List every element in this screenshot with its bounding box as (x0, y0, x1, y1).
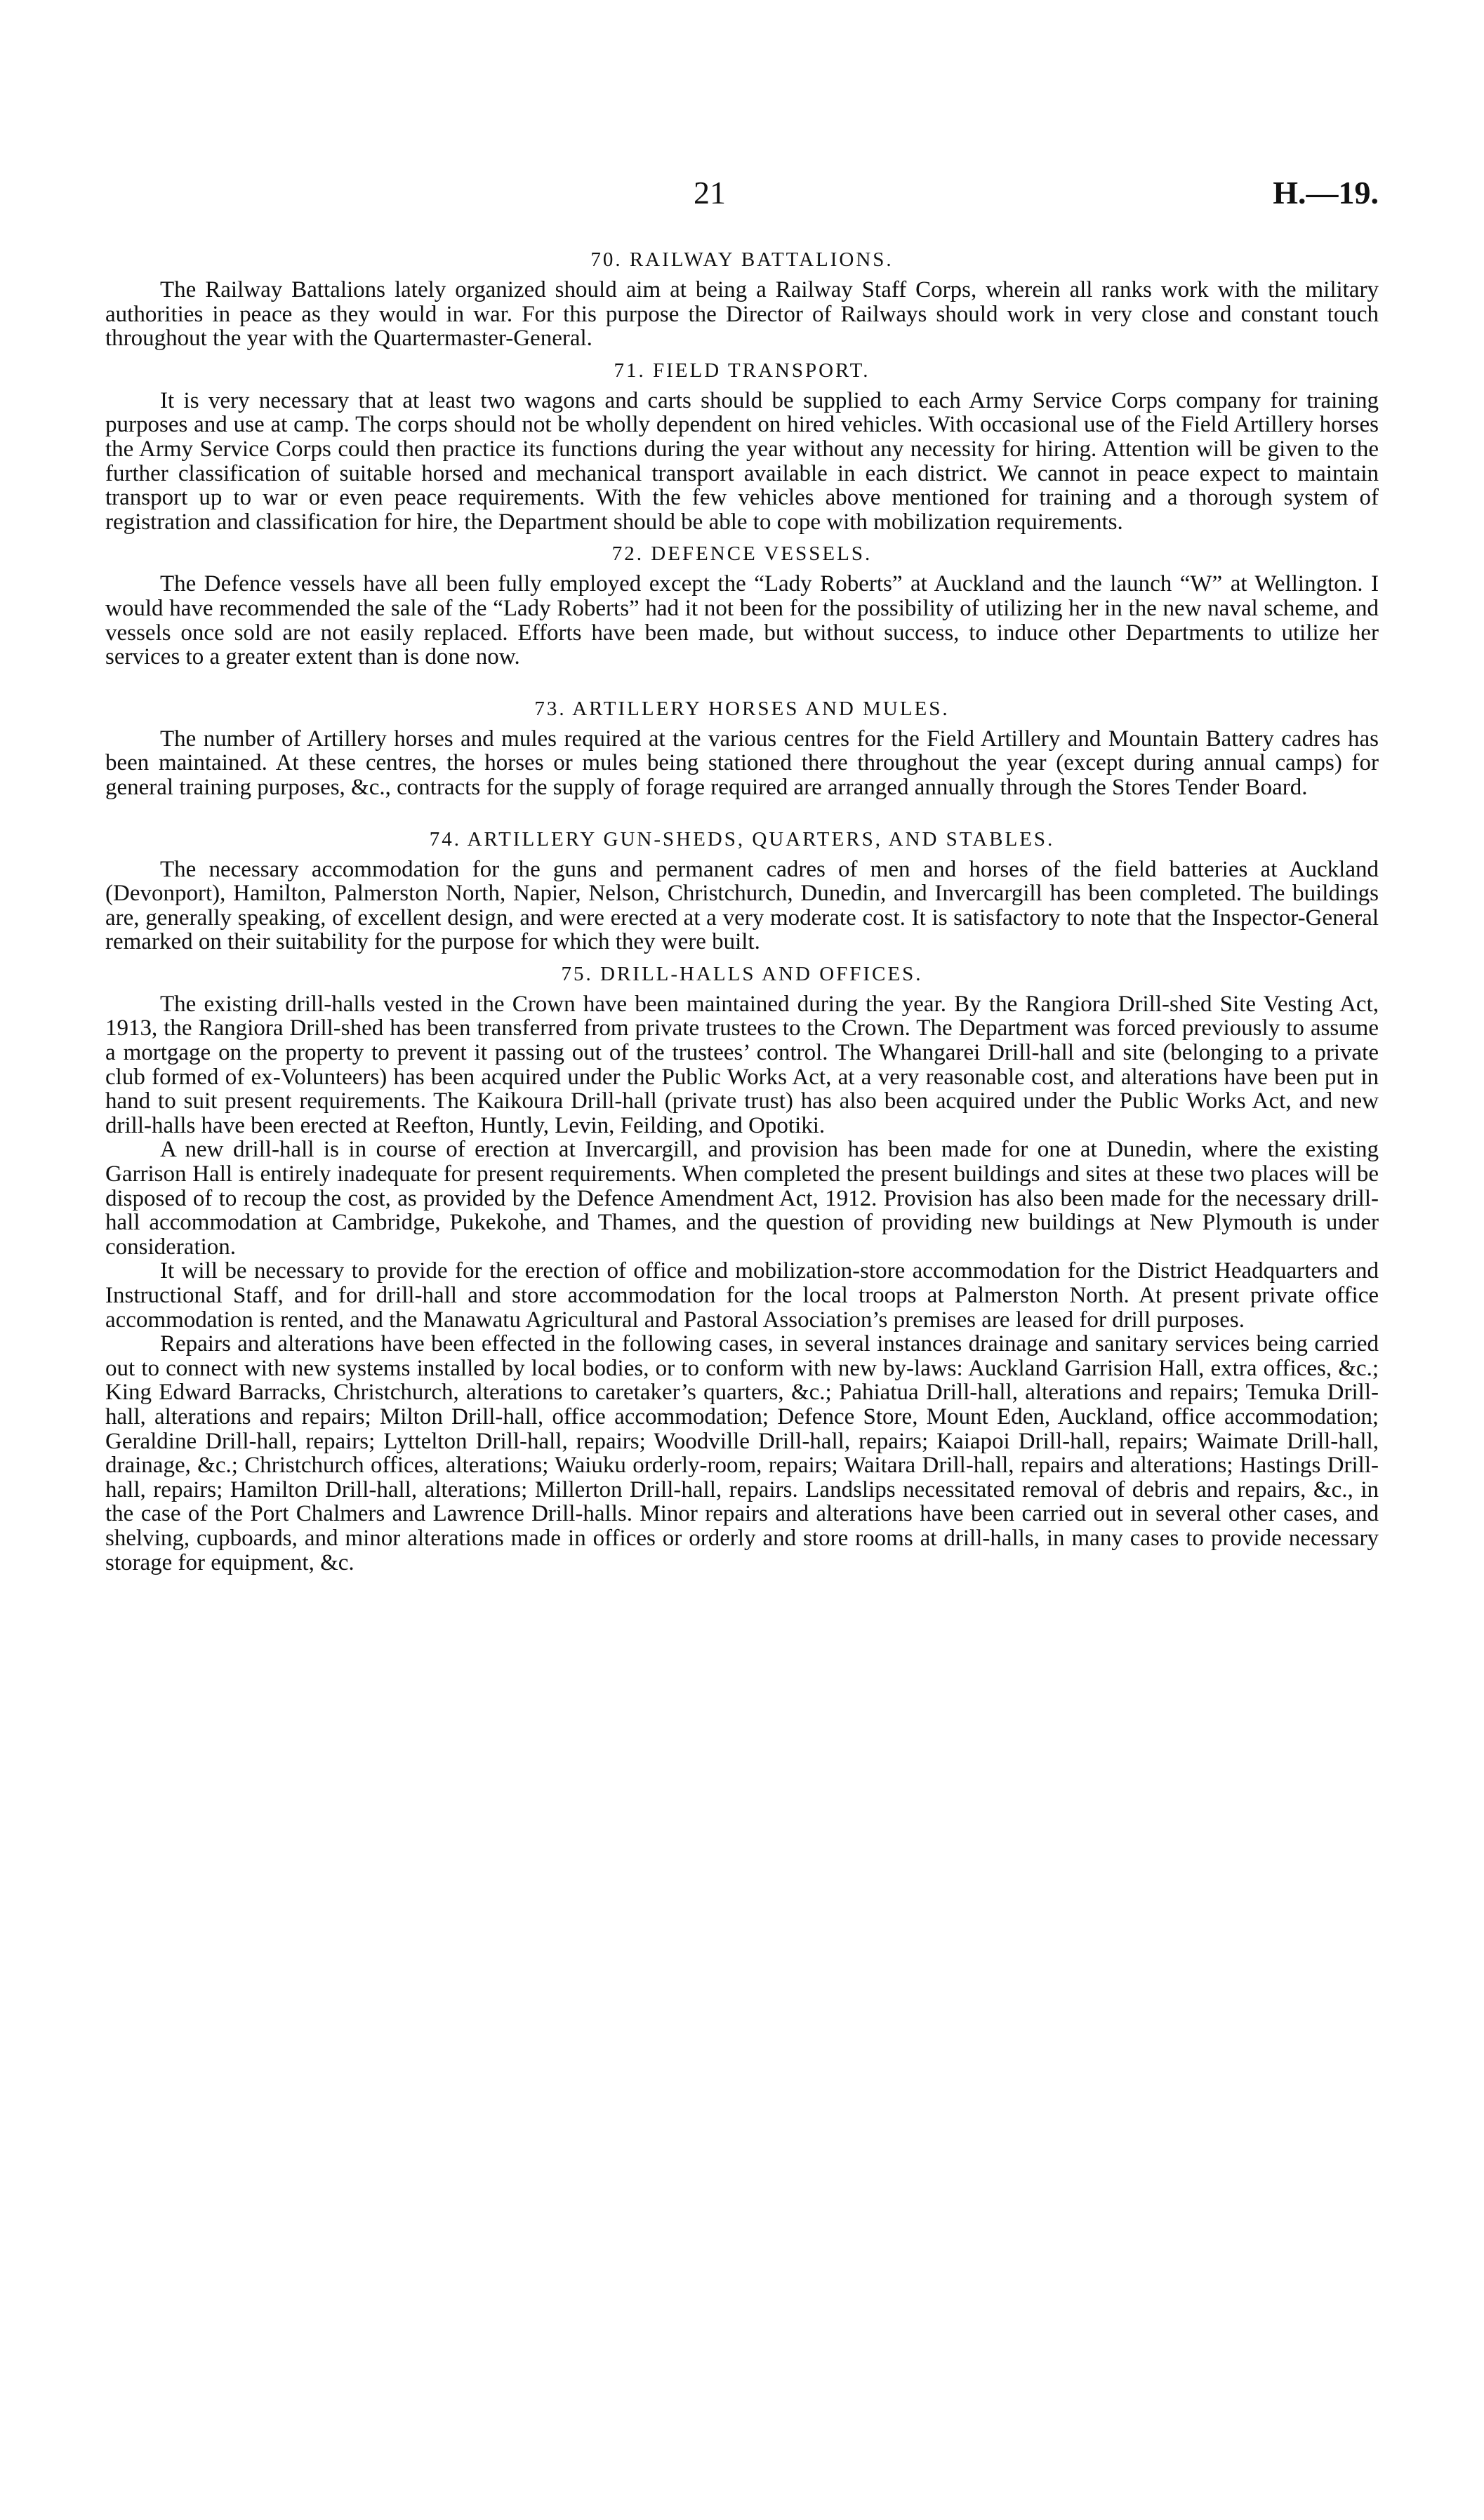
section-defence-vessels (105, 538, 1379, 669)
paragraph: The necessary accommodation for the guns and permanent cadres of men and horses of the field batteries at Auckland (Devonport), Hamilton, Palmerston North, Napier, Nelson, Christchurch, Dunedin, and Invercargill has been completed. The buildings are, generally speaking, of excellent design, and were erected at a very moderate cost. It is satisfactory to note that the Inspector-General remarked on their suitability for the purpose for which they were built. (105, 856, 1379, 955)
page-number: 21 (694, 175, 726, 211)
paragraph: The existing drill-halls vested in the Crown have been maintained during the year. By the Rangiora Drill-shed Site Vesting Act, 1913, the Rangiora Drill-shed has been transferred from private trustees to the Crown. The Department was forced previously to assume a mortgage on the property to prevent it passing out of the trustees’ control. The Whangarei Drill-hall and site (belonging to a private club formed of ex-Volunteers) has been acquired under the Public Works Act, at a very reasonable cost, and alterations have been put in hand to suit present requirements. The Kaikoura Drill-hall (private trust) has also been acquired under the Public Works Act, and new drill-halls have been erected at Reefton, Huntly, Levin, Feilding, and Opotiki. (105, 991, 1379, 1138)
page-body (105, 244, 1379, 1579)
paragraph: A new drill-hall is in course of erection at Invercargill, and provision has been made for one at Dunedin, where the existing Garrison Hall is entirely inadequate for present requirements. When completed the present buildings and sites at these two places will be disposed of to recoup the cost, as provided by the Defence Amendment Act, 1912. Provision has also been made for the necessary drill-hall accommodation at Cambridge, Pukekohe, and Thames, and the question of providing new buildings at New Plymouth is under consideration. (105, 1137, 1379, 1260)
section-field-transport (105, 355, 1379, 535)
page-header (105, 174, 1379, 223)
section-heading: 74. ARTILLERY GUN-SHEDS, QUARTERS, AND STABLES. (429, 827, 1055, 851)
section-heading: 72. DEFENCE VESSELS. (611, 542, 873, 566)
section-heading: 73. ARTILLERY HORSES AND MULES. (534, 697, 950, 720)
section-heading: 71. FIELD TRANSPORT. (614, 359, 870, 382)
section-railway-battalions (105, 244, 1379, 351)
paragraph: It is very necessary that at least two wagons and carts should be supplied to each Army Service Corps company for training purposes and use at camp. The corps should not be wholly dependent on hired vehicles. With occasional use of the Field Artillery horses the Army Service Corps could then practice its functions during the year without any necessity for hiring. Attention will be given to the further classification of suitable horsed and mechanical transport available in each district. We cannot in peace expect to maintain transport up to war or even peace requirements. With the few vehicles above mentioned for training and a thorough system of registration and classification for hire, the Department should be able to cope with mobilization requirements. (105, 387, 1379, 535)
section-drill-halls (105, 959, 1379, 1575)
paragraph: Repairs and alterations have been effected in the following cases, in several instances drainage and sanitary services being carried out to connect with new systems installed by local bodies, or to conform with new by-laws: Auckland Garrision Hall, extra offices, &c.; King Edward Barracks, Christchurch, alterations to caretaker’s quarters, &c.; Pahiatua Drill-hall, alterations and repairs; Temuka Drill-hall, alterations and repairs; Milton Drill-hall, office accommodation; Defence Store, Mount Eden, Auckland, office accommodation; Geraldine Drill-hall, repairs; Lyttelton Drill-hall, repairs; Woodville Drill-hall, repairs; Kaiapoi Drill-hall, repairs; Waimate Drill-hall, drainage, &c.; Christchurch offices, alterations; Waiuku orderly-room, repairs; Waitara Drill-hall, repairs and alterations; Hastings Drill-hall, repairs; Hamilton Drill-hall, alterations; Millerton Drill-hall, repairs. Landslips necessitated removal of debris and repairs, &c., in the case of the Port Chalmers and Lawrence Drill-halls. Minor repairs and alterations have been carried out in several other cases, and shelving, cupboards, and minor alterations made in offices or orderly and store rooms at drill-halls, in many cases to provide necessary storage for equipment, &c. (105, 1331, 1379, 1575)
paragraph: The Defence vessels have all been fully employed except the “Lady Roberts” at Auckland and the launch “W” at Wellington. I would have recommended the sale of the “Lady Roberts” had it not been for the possibility of utilizing her in the new naval scheme, and vessels once sold are not easily replaced. Efforts have been made, but without success, to induce other Departments to utilize her services to a greater extent than is done now. (105, 571, 1379, 670)
paragraph: The number of Artillery horses and mules required at the various centres for the Field Artillery and Mountain Battery cadres has been maintained. At these centres, the horses or mules being stationed there throughout the year (except during annual camps) for general training purposes, &c., contracts for the supply of forage required are arranged annually through the Stores Tender Board. (105, 726, 1379, 800)
paragraph: The Railway Battalions lately organized should aim at being a Railway Staff Corps, wherein all ranks work with the military authorities in peace as they would in war. For this purpose the Director of Railways should work in very close and constant touch throughout the year with the Quartermaster-General. (105, 277, 1379, 352)
section-artillery-horses (105, 693, 1379, 800)
section-artillery-gun-sheds (105, 824, 1379, 954)
paragraph: It will be necessary to provide for the erection of office and mobilization-store accommodation for the District Headquarters and Instructional Staff, and for drill-hall and store accommodation for the local troops at Palmerston North. At present private office accommodation is rented, and the Manawatu Agricultural and Pastoral Association’s premises are leased for drill purposes. (105, 1258, 1379, 1333)
section-heading: 75. DRILL-HALLS AND OFFICES. (561, 962, 923, 985)
section-heading: 70. RAILWAY BATTALIONS. (590, 248, 894, 271)
document-reference: H.—19. (1273, 175, 1379, 211)
